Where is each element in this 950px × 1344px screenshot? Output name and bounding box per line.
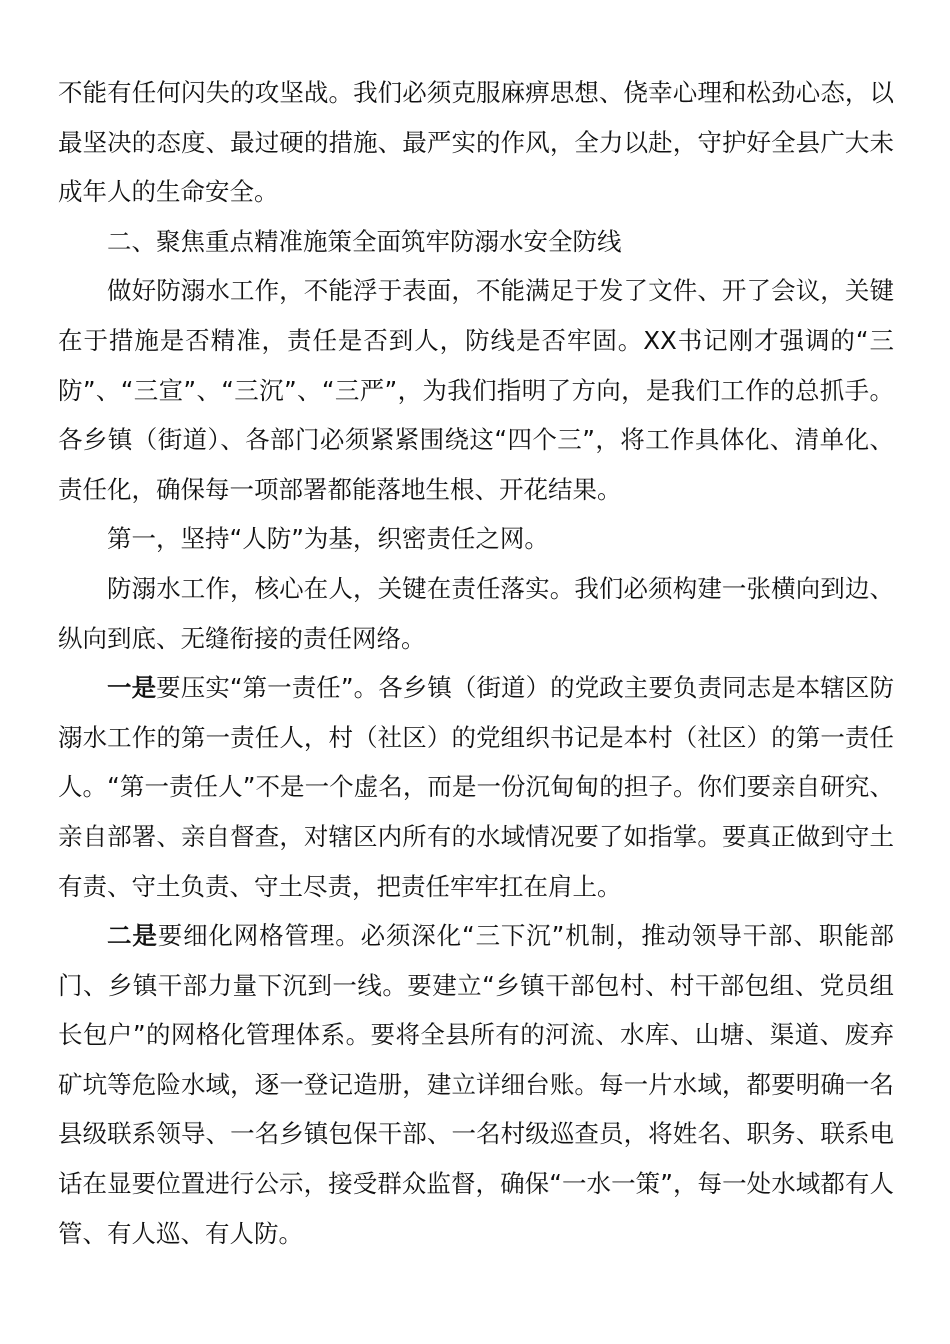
paragraph-text: 要细化网格管理。必须深化“三下沉”机制，推动领导干部、职能部门、乡镇干部力量下沉到一线。要建立“乡镇干部包村、村干部包组、党员组长包户”的网格化管理体系。要将全县所有的河流、水库、山塘、渠道、废弃矿坑等危险水域，逐一登记造册，建立详细台账。每一片水域，都要明确一名县级联系领导、一名乡镇包保干部、一名村级巡查员，将姓名、职务、联系电话在显要位置进行公示，接受群众监督，确保“一水一策”，每一处水域都有人管、有人巡、有人防。 xyxy=(58,921,894,1248)
paragraph-point-two xyxy=(58,911,894,1258)
point-lead: 二是 xyxy=(107,921,158,951)
paragraph-intro xyxy=(58,266,894,514)
point-lead: 一是 xyxy=(107,673,157,703)
paragraph-point-one xyxy=(58,663,894,911)
heading-text: 二、聚焦重点精准施策全面筑牢防溺水安全防线 xyxy=(107,226,622,256)
paragraph-text: 不能有任何闪失的攻坚战。我们必须克服麻痹思想、侥幸心理和松劲心态，以最坚决的态度、最过硬的措施、最严实的作风，全力以赴，守护好全县广大未成年人的生命安全。 xyxy=(58,78,894,207)
paragraph-text: 要压实“第一责任”。各乡镇（街道）的党政主要负责同志是本辖区防溺水工作的第一责任人，村（社区）的党组织书记是本村（社区）的第一责任人。“第一责任人”不是一个虚名，而是一份沉甸甸的担子。你们要亲自研究、亲自部署、亲自督查，对辖区内所有的水域情况要了如指掌。要真正做到守土有责、守土负责、守土尽责，把责任牢牢扛在肩上。 xyxy=(58,673,895,901)
subheading-first xyxy=(58,514,894,564)
paragraph-responsibility xyxy=(58,564,894,663)
paragraph-continuation xyxy=(58,68,894,217)
paragraph-text: 防溺水工作，核心在人，关键在责任落实。我们必须构建一张横向到边、纵向到底、无缝衔接的责任网络。 xyxy=(58,573,894,653)
subheading-text: 第一，坚持“人防”为基，织密责任之网。 xyxy=(107,524,549,554)
paragraph-text: 做好防溺水工作，不能浮于表面，不能满足于发了文件、开了会议，关键在于措施是否精准，责任是否到人，防线是否牢固。XX书记刚才强调的“三防”、“三宣”、“三沉”、“三严”，为我们指明了方向，是我们工作的总抓手。各乡镇（街道）、各部门必须紧紧围绕这“四个三”，将工作具体化、清单化、责任化，确保每一项部署都能落地生根、开花结果。 xyxy=(58,276,894,504)
section-heading xyxy=(58,217,894,267)
document-body xyxy=(58,68,894,1258)
